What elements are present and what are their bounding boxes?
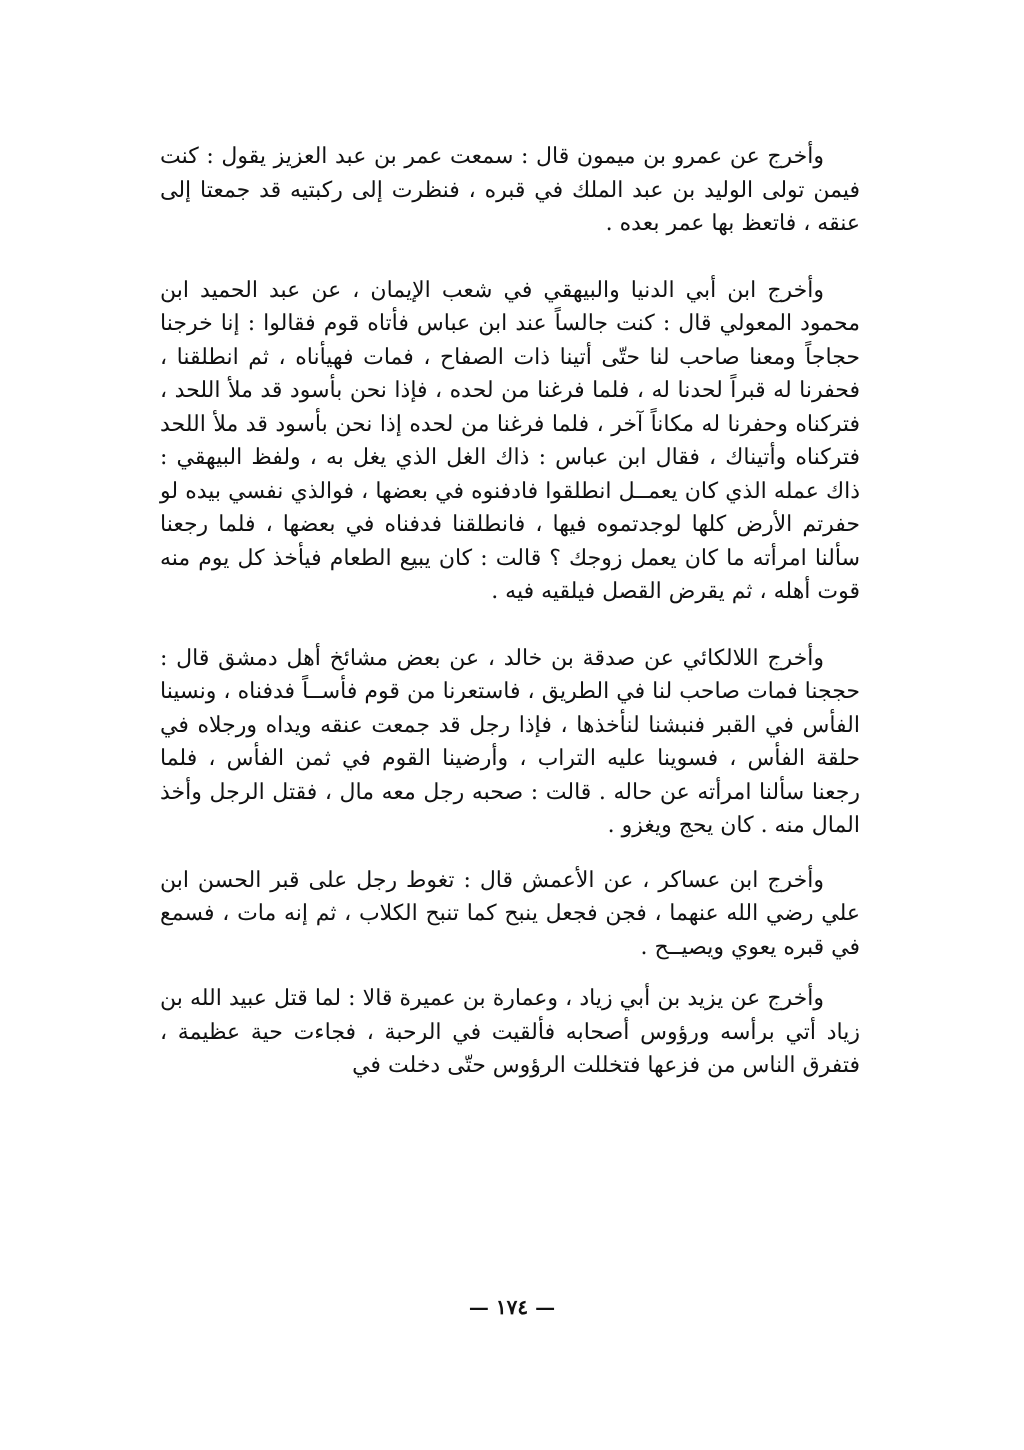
paragraph-3: وأخرج اللالكائي عن صدقة بن خالد ، عن بعض مشائخ أهل دمشق قال : حججنا فمات صاحب لنا في الطريق ، فاستعرنا من قوم فأســاً فدفناه ، ونسينا الفأس في القبر فنبشنا لنأخذها ، فإذا رجل قد جمعت عنقه ويداه ورجلاه في حلقة الفأس ، فسوينا عليه التراب ، وأرضينا القوم في ثمن الفأس ، فلما رجعنا سألنا امرأته عن حاله . قالت : صحبه رجل معه مال ، فقتل الرجل وأخذ المال منه . كان يحج ويغزو .: [160, 645, 860, 838]
paragraph-1: وأخرج عن عمرو بن ميمون قال : سمعت عمر بن عبد العزيز يقول : كنت فيمن تولى الوليد بن عبد الملك في قبره ، فنظرت إلى ركبتيه قد جمعتا إلى عنقه ، فاتعظ بها عمر بعده .: [160, 144, 860, 236]
paragraph-5: وأخرج عن يزيد بن أبي زياد ، وعمارة بن عميرة قالا : لما قتل عبيد الله بن زياد أتي برأسه ورؤوس أصحابه فألقيت في الرحبة ، فجاءت حية عظيمة ، فتفرق الناس من فزعها فتخللت الرؤوس حتّى دخلت في: [160, 986, 860, 1078]
page-number: — ١٧٤ —: [468, 1295, 556, 1319]
paragraph-4: وأخرج ابن عساكر ، عن الأعمش قال : تغوط رجل على قبر الحسن ابن علي رضي الله عنهما ، فجن فجعل ينبح كما تنبح الكلاب ، ثم إنه مات ، فسمع في قبره يعوي ويصيــح .: [160, 867, 860, 960]
paragraph-2: وأخرج ابن أبي الدنيا والبيهقي في شعب الإيمان ، عن عبد الحميد ابن محمود المعولي قال : كنت جالساً عند ابن عباس فأتاه قوم فقالوا : إنا خرجنا حجاجاً ومعنا صاحب لنا حتّى أتينا ذات الصفاح ، فمات فهيأناه ، ثم انطلقنا ، فحفرنا له قبراً لحدنا له ، فلما فرغنا من لحده ، فإذا نحن بأسود قد ملأ اللحد ، فتركناه وحفرنا له مكاناً آخر ، فلما فرغنا من لحده إذا نحن بأسود قد ملأ اللحد فتركناه وأتيناك ، فقال ابن عباس : ذاك الغل الذي يغل به ، ولفظ البيهقي : ذاك عمله الذي كان يعمــل انطلقوا فادفنوه في بعضها ، فوالذي نفسي بيده لو حفرتم الأرض كلها لوجدتموه فيها ، فانطلقنا فدفناه في بعضها ، فلما رجعنا سألنا امرأته ما كان يعمل زوجك ؟ قالت : كان يبيع الطعام فيأخذ كل يوم منه قوت أهله ، ثم يقرض القصل فيلقيه فيه .: [160, 277, 860, 604]
page-body: [160, 140, 860, 1083]
